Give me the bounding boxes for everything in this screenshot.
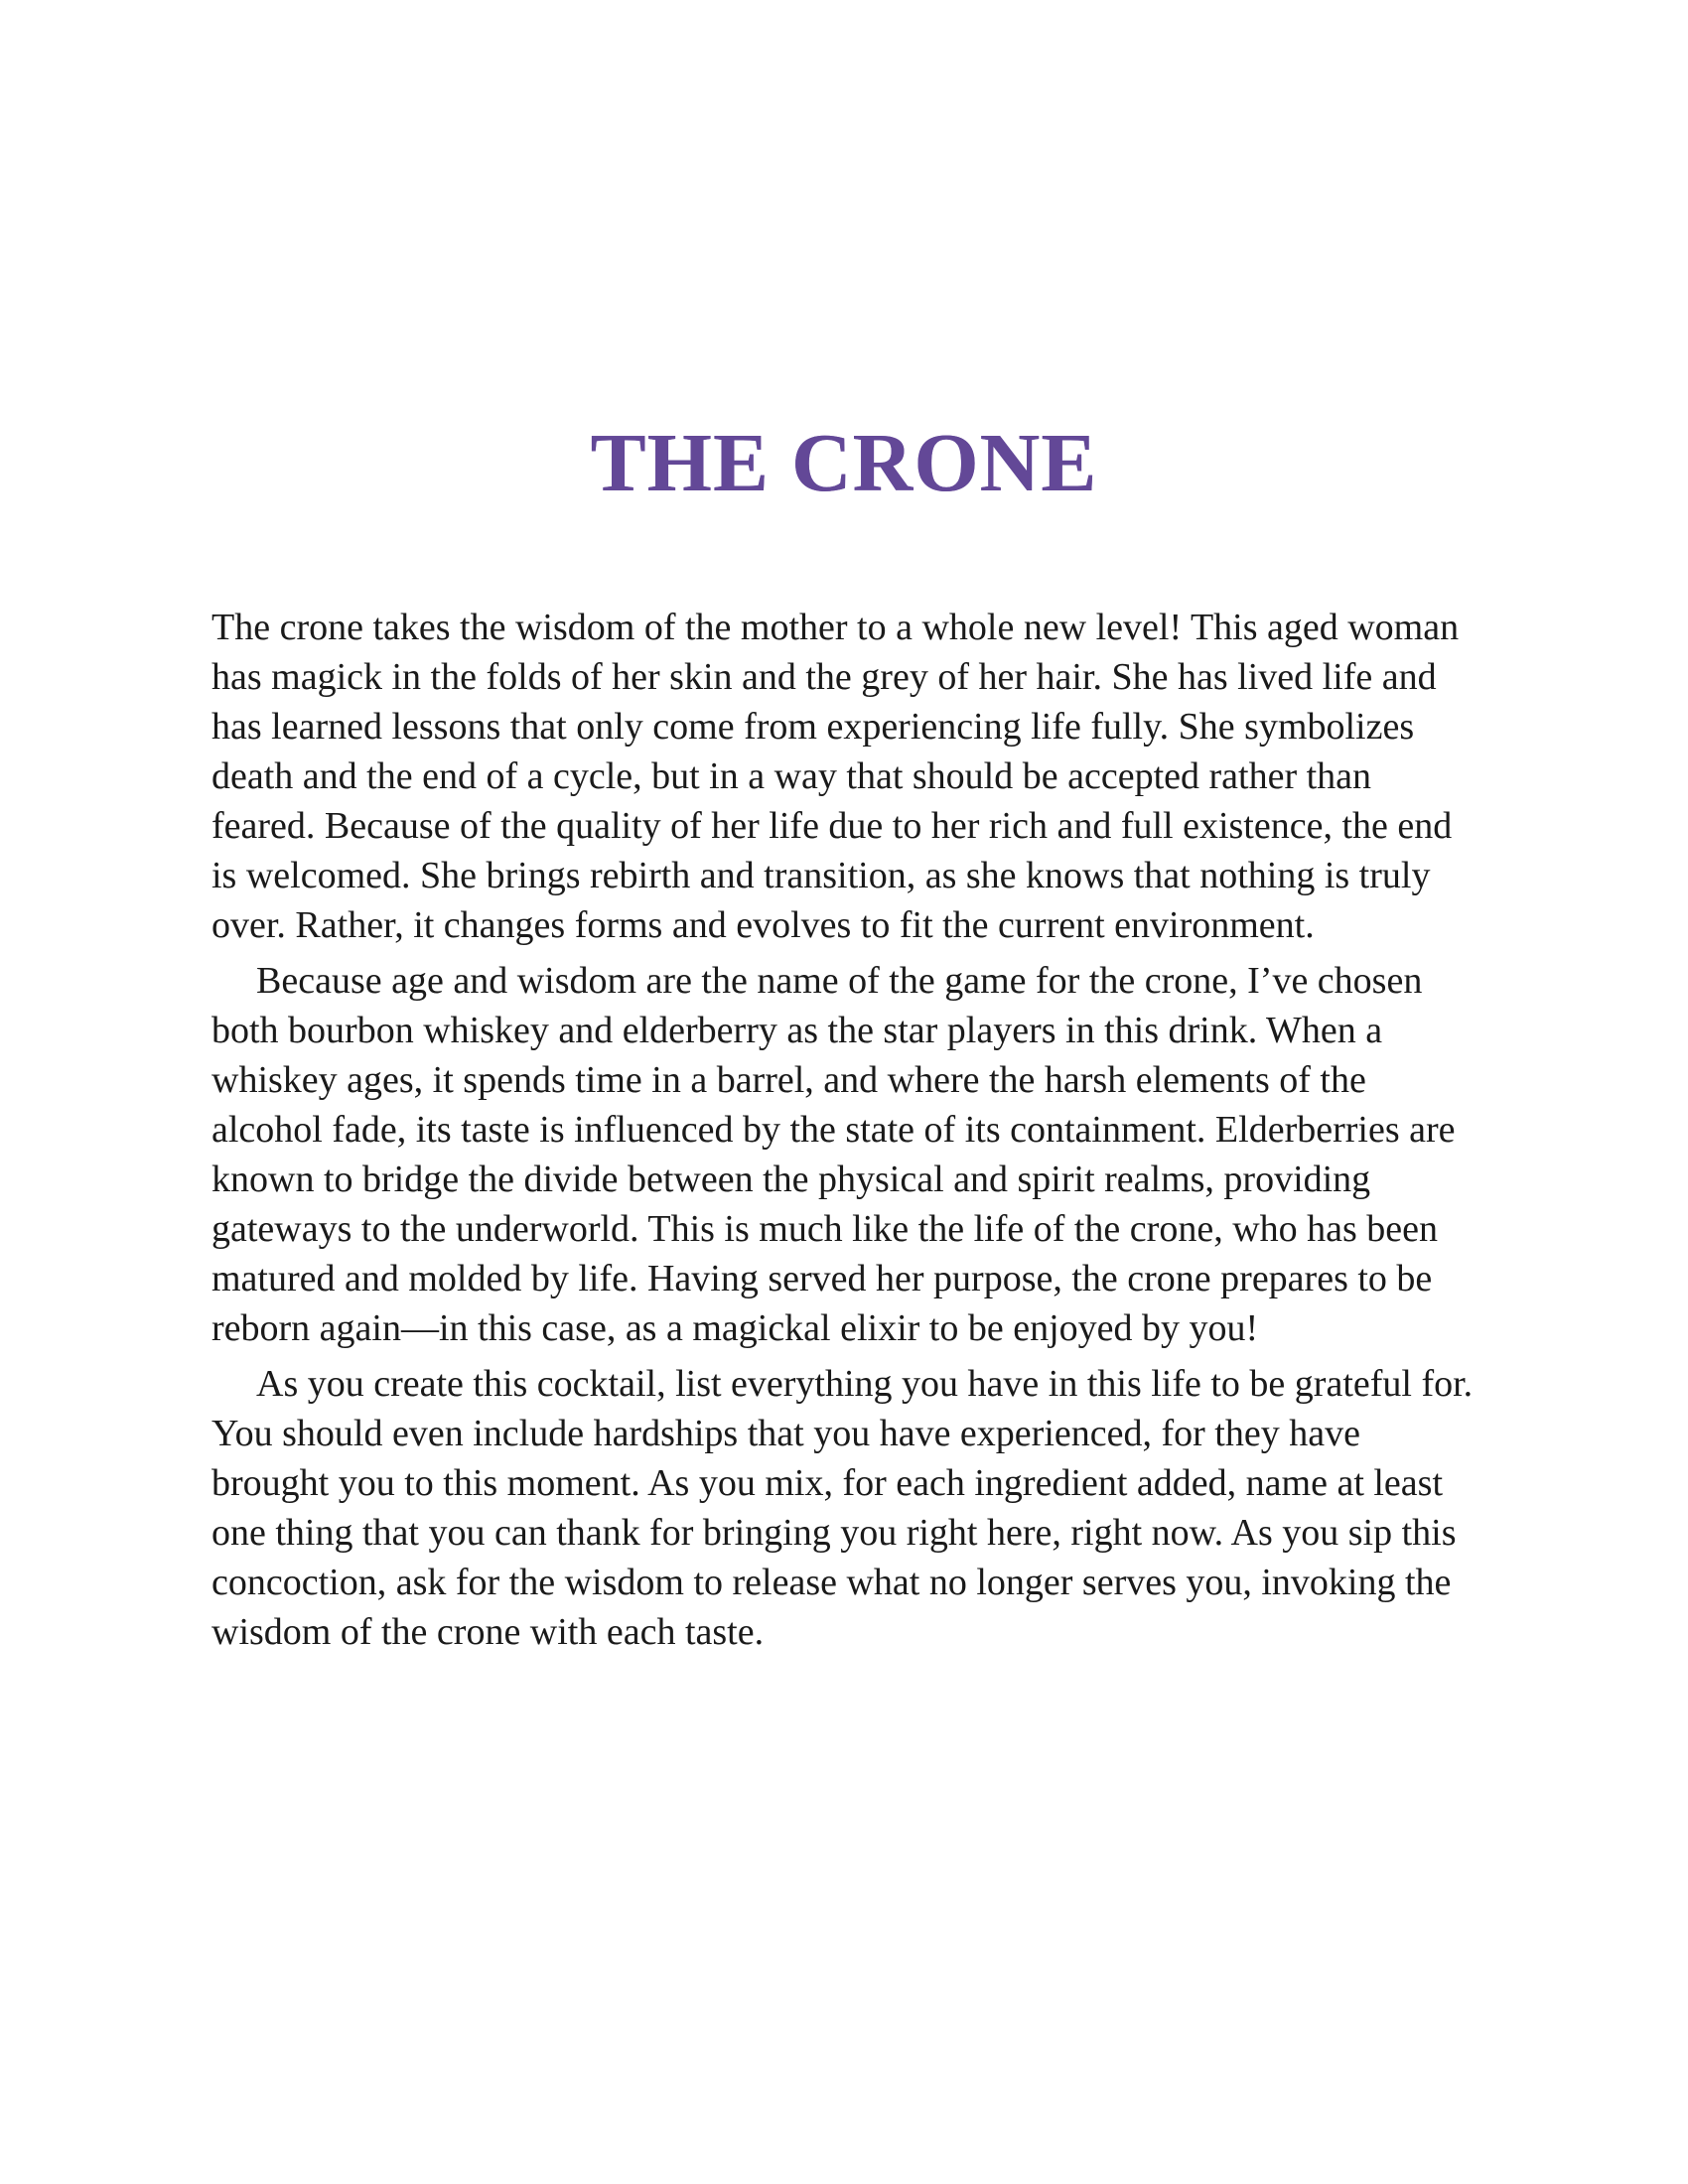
- page-title: THE CRONE: [0, 422, 1688, 505]
- body-text: [211, 603, 1477, 1663]
- paragraph-ingredients: Because age and wisdom are the name of the game for the crone, I’ve chosen both bourbon whiskey and elderberry as the star players in this drink. When a whiskey ages, it spends time in a barrel, and where the harsh elements of the alcohol fade, its taste is influenced by the state of its containment. Elderberries are known to bridge the divide between the physical and spirit realms, providing gateways to the underworld. This is much like the life of the crone, who has been matured and molded by life. Having served her purpose, the crone prepares to be reborn again—in this case, as a magickal elixir to be enjoyed by you!: [211, 960, 1456, 1349]
- paragraph-ritual: As you create this cocktail, list everything you have in this life to be grateful for. You should even include hardships that you have experienced, for they have brought you to this moment. As you mix, for each ingredient added, name at least one thing that you can thank for bringing you right here, right now. As you sip this concoction, ask for the wisdom to release what no longer serves you, invoking the wisdom of the crone with each taste.: [211, 1363, 1474, 1653]
- paragraph-intro: The crone takes the wisdom of the mother to a whole new level! This aged woman has magick in the folds of her skin and the grey of her hair. She has lived life and has learned lessons that only come from experiencing life fully. She symbolizes death and the end of a cycle, but in a way that should be accepted rather than feared. Because of the quality of her life due to her rich and full existence, the end is welcomed. She brings rebirth and transition, as she knows that nothing is truly over. Rather, it changes forms and evolves to fit the current environment.: [211, 607, 1460, 946]
